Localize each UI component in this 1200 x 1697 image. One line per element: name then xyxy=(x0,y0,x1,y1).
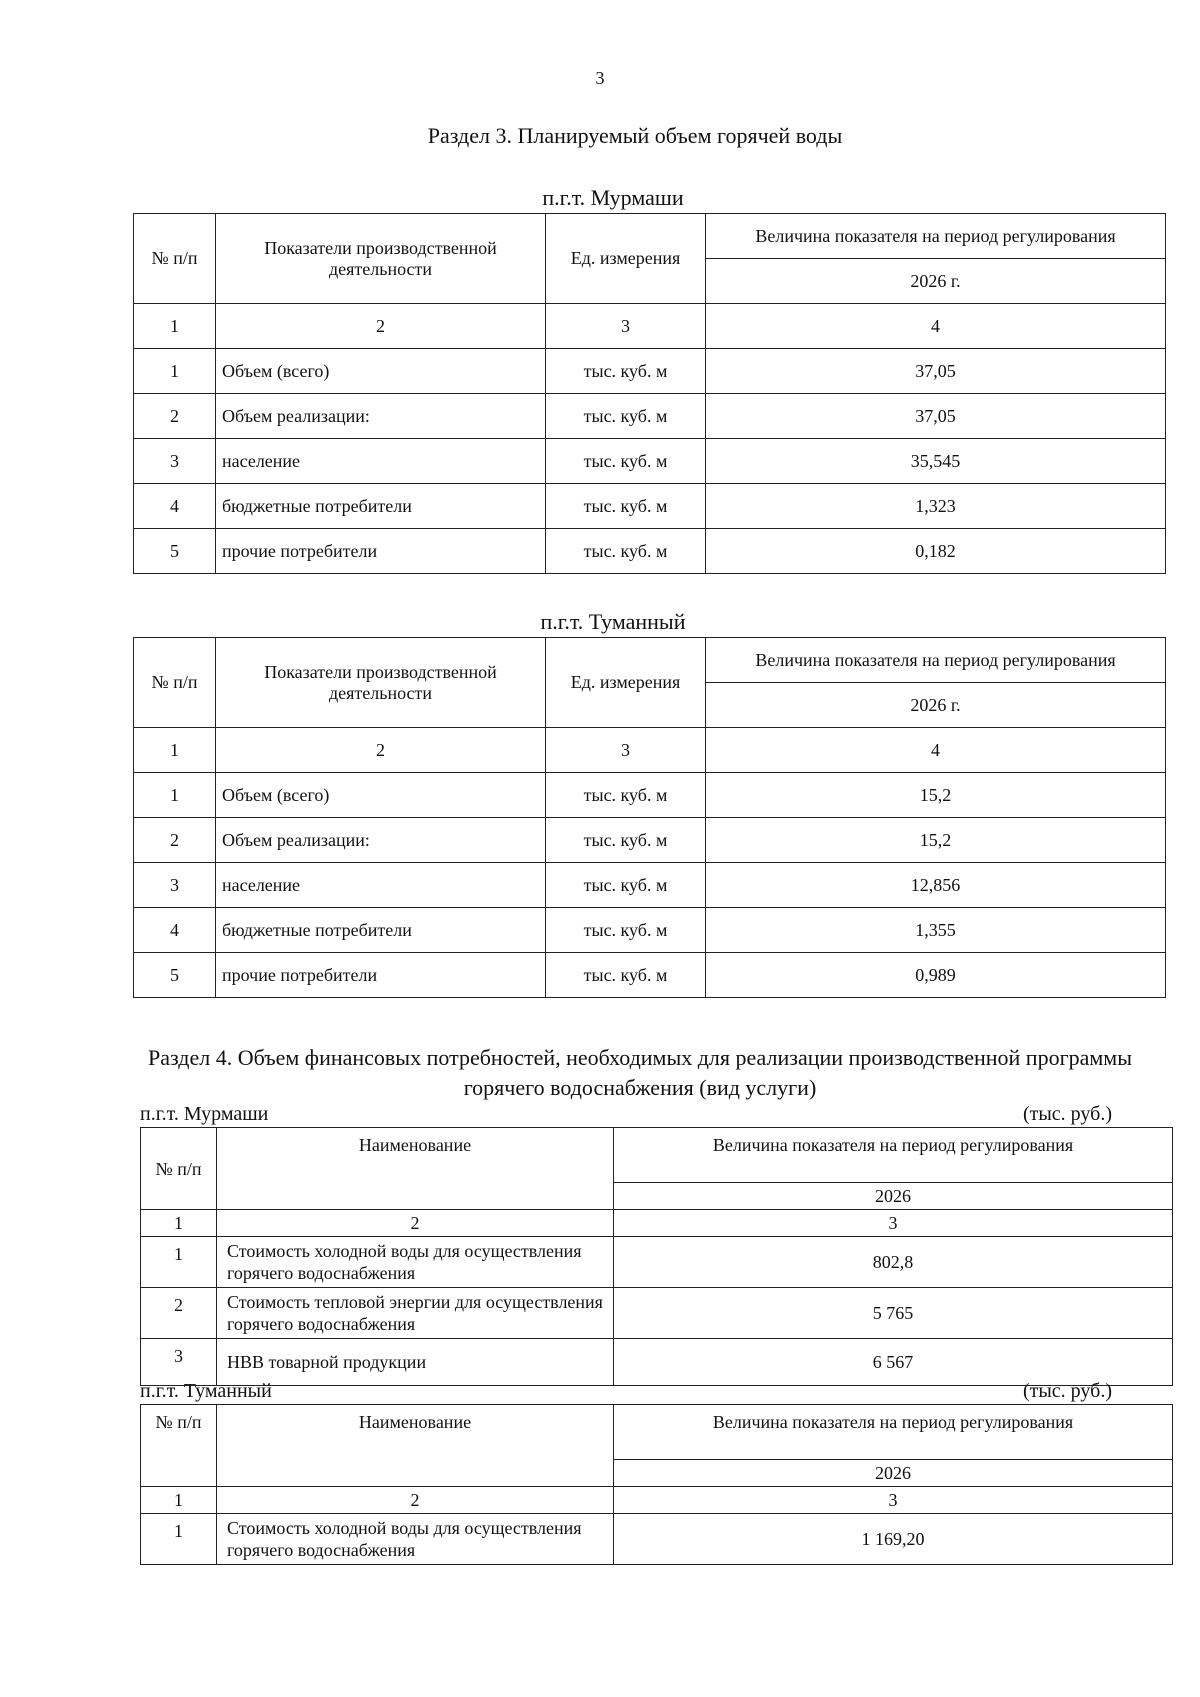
table3-town-caption: п.г.т. Мурмаши xyxy=(140,1103,269,1125)
row-num: 1 xyxy=(141,1237,217,1288)
row-unit: тыс. куб. м xyxy=(546,349,706,394)
table-row xyxy=(134,773,1166,818)
header-unit: Ед. измерения xyxy=(546,214,706,304)
header-num: № п/п xyxy=(141,1405,217,1487)
table2-town-caption: п.г.т. Туманный xyxy=(540,609,686,634)
header-year: 2026 г. xyxy=(706,259,1166,304)
header-indicator: Показатели производственной деятельности xyxy=(216,214,546,304)
row-num: 5 xyxy=(134,953,216,998)
header-value: Величина показателя на период регулирования xyxy=(706,638,1166,683)
row-num: 2 xyxy=(141,1288,217,1339)
col-number: 4 xyxy=(706,304,1166,349)
table-row xyxy=(141,1237,1173,1288)
row-name: Объем реализации: xyxy=(216,394,546,439)
header-value: Величина показателя на период регулирования xyxy=(614,1405,1173,1460)
row-name: прочие потребители xyxy=(216,953,546,998)
row-name: Стоимость тепловой энергии для осуществления горячего водоснабжения xyxy=(217,1288,614,1339)
col-number: 3 xyxy=(614,1210,1173,1237)
row-unit: тыс. куб. м xyxy=(546,439,706,484)
header-year: 2026 xyxy=(614,1183,1173,1210)
header-num: № п/п xyxy=(134,214,216,304)
row-num: 2 xyxy=(134,394,216,439)
row-value: 0,182 xyxy=(706,529,1166,574)
col-number: 2 xyxy=(216,304,546,349)
header-year: 2026 г. xyxy=(706,683,1166,728)
header-name: Наименование xyxy=(217,1128,614,1210)
header-unit: Ед. измерения xyxy=(546,638,706,728)
header-value: Величина показателя на период регулирования xyxy=(706,214,1166,259)
table-row xyxy=(141,1288,1173,1339)
table4-town-caption: п.г.т. Туманный xyxy=(140,1380,272,1402)
header-value: Величина показателя на период регулирования xyxy=(614,1128,1173,1183)
col-number: 1 xyxy=(141,1487,217,1514)
row-num: 4 xyxy=(134,484,216,529)
row-value: 5 765 xyxy=(614,1288,1173,1339)
col-number: 1 xyxy=(141,1210,217,1237)
table-row xyxy=(141,1514,1173,1565)
table-row xyxy=(134,863,1166,908)
table3-unit-note: (тыс. руб.) xyxy=(1022,1103,1112,1125)
row-unit: тыс. куб. м xyxy=(546,953,706,998)
row-value: 0,989 xyxy=(706,953,1166,998)
row-name: Стоимость холодной воды для осуществления горячего водоснабжения xyxy=(217,1237,614,1288)
row-num: 2 xyxy=(134,818,216,863)
row-value: 15,2 xyxy=(706,818,1166,863)
table-row xyxy=(141,1339,1173,1386)
table-row xyxy=(134,394,1166,439)
table1-hot-water-volume-murmashi xyxy=(133,213,1166,574)
row-num: 3 xyxy=(134,439,216,484)
table1-town-caption: п.г.т. Мурмаши xyxy=(542,185,684,210)
row-name: бюджетные потребители xyxy=(216,484,546,529)
row-unit: тыс. куб. м xyxy=(546,908,706,953)
header-name: Наименование xyxy=(217,1405,614,1487)
col-number: 2 xyxy=(216,728,546,773)
table-row xyxy=(134,484,1166,529)
row-unit: тыс. куб. м xyxy=(546,818,706,863)
row-value: 802,8 xyxy=(614,1237,1173,1288)
row-num: 3 xyxy=(141,1339,217,1386)
col-number: 2 xyxy=(217,1487,614,1514)
table3-finance-murmashi xyxy=(140,1127,1173,1386)
row-name: прочие потребители xyxy=(216,529,546,574)
row-num: 1 xyxy=(134,349,216,394)
table-row xyxy=(134,349,1166,394)
header-num: № п/п xyxy=(134,638,216,728)
row-name: Объем реализации: xyxy=(216,818,546,863)
row-unit: тыс. куб. м xyxy=(546,394,706,439)
row-value: 37,05 xyxy=(706,394,1166,439)
row-name: бюджетные потребители xyxy=(216,908,546,953)
header-indicator: Показатели производственной деятельности xyxy=(216,638,546,728)
row-unit: тыс. куб. м xyxy=(546,529,706,574)
row-value: 6 567 xyxy=(614,1339,1173,1386)
row-num: 3 xyxy=(134,863,216,908)
table-row xyxy=(134,529,1166,574)
table4-unit-note: (тыс. руб.) xyxy=(1022,1380,1112,1402)
col-number: 3 xyxy=(614,1487,1173,1514)
section4-title: Раздел 4. Объем финансовых потребностей, необходимых для реализации производственной программы горячего водоснабжения (вид услуги) xyxy=(147,1045,1132,1100)
row-num: 1 xyxy=(141,1514,217,1565)
table-row xyxy=(134,953,1166,998)
row-name: Объем (всего) xyxy=(216,349,546,394)
row-value: 15,2 xyxy=(706,773,1166,818)
row-value: 1,323 xyxy=(706,484,1166,529)
row-unit: тыс. куб. м xyxy=(546,863,706,908)
row-name: Объем (всего) xyxy=(216,773,546,818)
table-row xyxy=(134,908,1166,953)
page-number: 3 xyxy=(595,68,605,88)
header-num: № п/п xyxy=(141,1128,217,1210)
row-value: 1,355 xyxy=(706,908,1166,953)
section3-title: Раздел 3. Планируемый объем горячей воды xyxy=(427,123,843,148)
col-number: 2 xyxy=(217,1210,614,1237)
row-unit: тыс. куб. м xyxy=(546,773,706,818)
col-number: 3 xyxy=(546,728,706,773)
row-num: 5 xyxy=(134,529,216,574)
row-name: Стоимость холодной воды для осуществления горячего водоснабжения xyxy=(217,1514,614,1565)
col-number: 3 xyxy=(546,304,706,349)
row-value: 1 169,20 xyxy=(614,1514,1173,1565)
table-row xyxy=(134,439,1166,484)
row-value: 37,05 xyxy=(706,349,1166,394)
row-num: 4 xyxy=(134,908,216,953)
row-value: 12,856 xyxy=(706,863,1166,908)
row-name: НВВ товарной продукции xyxy=(217,1339,614,1386)
row-value: 35,545 xyxy=(706,439,1166,484)
table-row xyxy=(134,818,1166,863)
col-number: 1 xyxy=(134,728,216,773)
row-name: население xyxy=(216,863,546,908)
table2-hot-water-volume-tumanny xyxy=(133,637,1166,998)
header-year: 2026 xyxy=(614,1460,1173,1487)
row-num: 1 xyxy=(134,773,216,818)
col-number: 1 xyxy=(134,304,216,349)
table4-finance-tumanny xyxy=(140,1404,1173,1565)
col-number: 4 xyxy=(706,728,1166,773)
row-unit: тыс. куб. м xyxy=(546,484,706,529)
row-name: население xyxy=(216,439,546,484)
